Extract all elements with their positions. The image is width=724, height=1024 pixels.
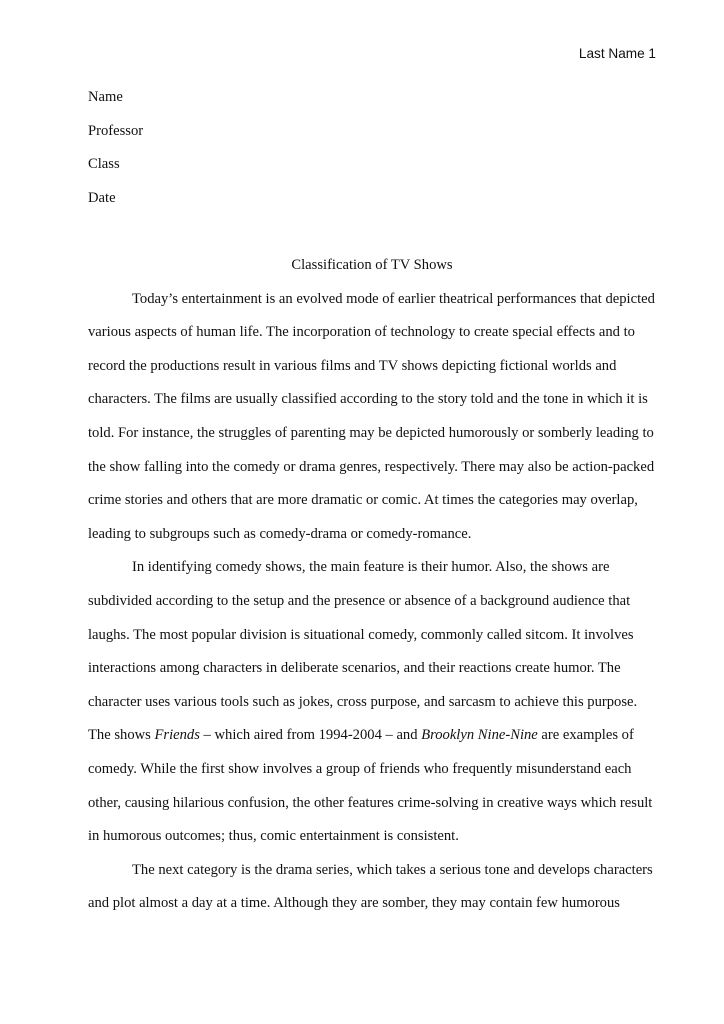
- text-line: character uses various tools such as jokes, cross purpose, and sarcasm to achieve this purpose.: [88, 693, 638, 710]
- heading-date: Date: [88, 189, 116, 206]
- text-line: record the productions result in various films and TV shows depicting fictional worlds and: [88, 357, 617, 374]
- text-line: crime stories and others that are more dramatic or comic. At times the categories may overlap,: [88, 492, 638, 509]
- text-line: and plot almost a day at a time. Although they are somber, they may contain few humorous: [88, 895, 620, 912]
- text-line: in humorous outcomes; thus, comic entertainment is consistent.: [88, 828, 459, 845]
- essay-body: [88, 290, 656, 928]
- text-line: The next category is the drama series, which takes a serious tone and develops characters: [132, 861, 653, 878]
- text-line: other, causing hilarious confusion, the other features crime-solving in creative ways which result: [88, 794, 653, 811]
- heading-professor: Professor: [88, 122, 144, 139]
- running-head: Last Name 1: [578, 46, 656, 61]
- text-line: characters. The films are usually classified according to the story told and the tone in which it is: [88, 391, 648, 408]
- student-heading: [88, 88, 143, 222]
- text-line: In identifying comedy shows, the main feature is their humor. Also, the shows are: [132, 559, 610, 576]
- text-line: laughs. The most popular division is situational comedy, commonly called sitcom. It involves: [88, 626, 634, 643]
- show-title-brooklyn-nine-nine: Brooklyn Nine-Nine: [421, 727, 538, 744]
- text-line: told. For instance, the struggles of parenting may be depicted humorously or somberly leading to: [88, 424, 654, 441]
- essay-title: Classification of TV Shows: [291, 257, 453, 273]
- heading-name: Name: [88, 89, 123, 105]
- text-line: the show falling into the comedy or drama genres, respectively. There may also be action-packed: [88, 458, 655, 475]
- text-line: comedy. While the first show involves a group of friends who frequently misunderstand each: [88, 760, 632, 777]
- text-line: subdivided according to the setup and the presence or absence of a background audience that: [88, 592, 631, 609]
- text-line: Today’s entertainment is an evolved mode of earlier theatrical performances that depicted: [132, 290, 655, 307]
- heading-class: Class: [88, 156, 120, 173]
- text-run: – which aired from 1994-2004 – and: [199, 727, 422, 744]
- text-line-with-titles: [88, 726, 656, 760]
- show-title-friends: Friends: [154, 727, 200, 744]
- text-run: are examples of: [537, 727, 634, 744]
- text-line: interactions among characters in deliberate scenarios, and their reactions create humor. The: [88, 660, 621, 677]
- text-line: various aspects of human life. The incorporation of technology to create special effects and to: [88, 324, 635, 341]
- text-line: leading to subgroups such as comedy-drama or comedy-romance.: [88, 525, 472, 542]
- text-run: The shows: [88, 727, 155, 744]
